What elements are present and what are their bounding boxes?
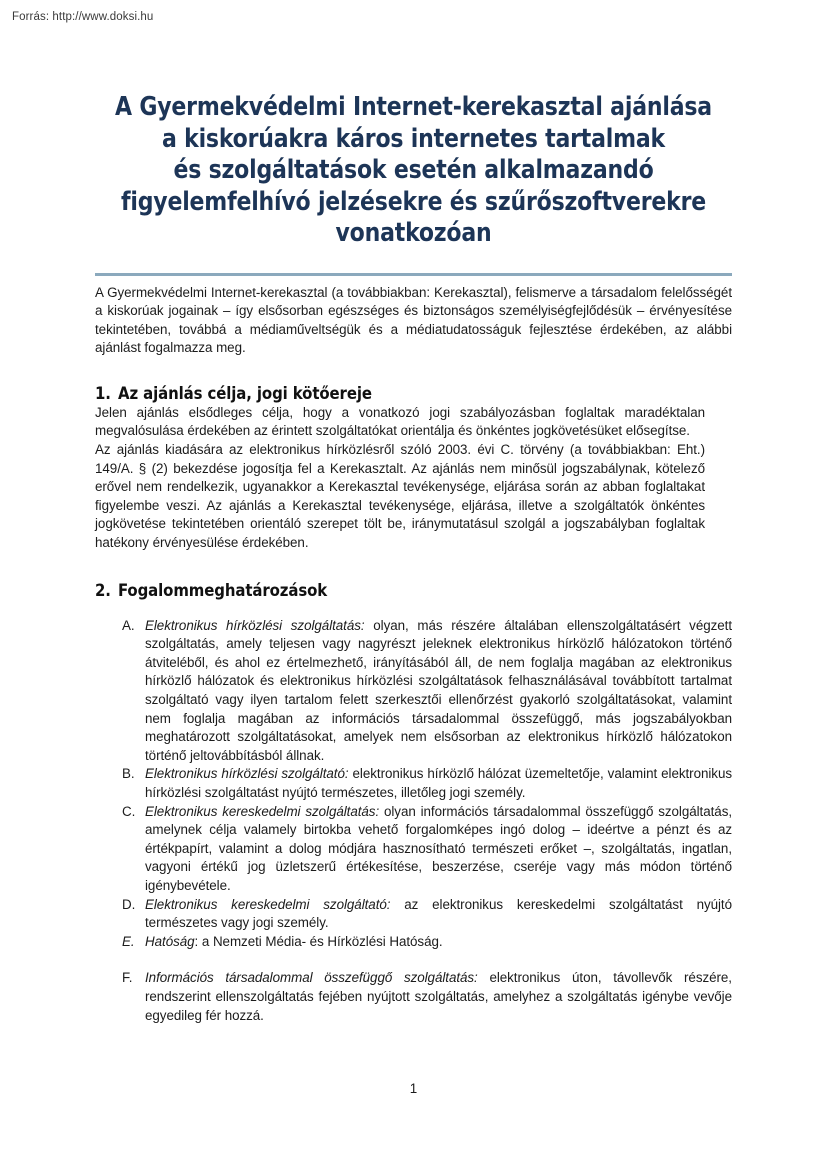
definition-marker: C. <box>122 803 136 819</box>
definition-item <box>122 933 732 952</box>
definition-marker: F. <box>122 970 133 986</box>
title-line-1: A Gyermekvédelmi Internet-kerekasztal ajánlása <box>115 92 712 122</box>
definition-item <box>122 803 732 896</box>
definition-term: Hatóság <box>145 933 195 949</box>
definition-term: Elektronikus hírközlési szolgáltató: <box>145 766 349 782</box>
definition-body <box>145 896 732 933</box>
title-line-5: vonatkozóan <box>335 218 492 248</box>
lead-paragraph: A Gyermekvédelmi Internet-kerekasztal (a továbbiakban: Kerekasztal), felismerve a társadalom felelősségét a kiskorúak jogainak – így elsősorban egészséges és biztonságos személyiségfejlődésük – érvényesítése tekintetében, továbbá a médiaműveltségük és a médiatudatosságuk fejlesztése érdekében, az alábbi ajánlást fogalmazza meg. <box>95 284 732 356</box>
section-title-1: Az ajánlás célja, jogi kötőereje <box>118 383 372 403</box>
definition-item <box>122 896 732 933</box>
section-1-paragraph-1: Jelen ajánlás elsődleges célja, hogy a vonatkozó jogi szabályozásban foglaltak maradéktalan megvalósulása érdekében az érintett szolgáltatókat orientálja és önkéntes jogkövetésüket elősegítse. <box>95 404 705 439</box>
section-heading-2 <box>95 580 732 601</box>
definition-item <box>122 617 732 766</box>
definition-item <box>122 969 732 1025</box>
definition-marker: E. <box>122 933 135 949</box>
definitions-list <box>95 617 732 1025</box>
section-number-1: 1. <box>95 383 111 403</box>
definition-term: Elektronikus kereskedelmi szolgáltató: <box>145 896 391 912</box>
definition-text: : a Nemzeti Média- és Hírközlési Hatóság. <box>194 933 443 949</box>
definition-marker: B. <box>122 766 135 782</box>
page-number: 1 <box>409 1081 418 1096</box>
section-number-2: 2. <box>95 580 111 600</box>
definition-text: elektronikus hírközlő hálózat üzemeltetője, valamint elektronikus hírközlési szolgáltatást nyújtó természetes, illetőleg jogi személy. <box>145 766 732 800</box>
definition-body <box>145 969 732 1025</box>
section-title-2: Fogalommeghatározások <box>118 580 328 600</box>
section-1-paragraph-2: Az ajánlás kiadására az elektronikus hírközlésről szóló 2003. évi C. törvény (a továbbiakban: Eht.) 149/A. § (2) bekezdése jogosítja fel a Kerekasztalt. Az ajánlás nem minősül jogszabálynak, kötelező erővel nem rendelkezik, ugyanakkor a Kerekasztal tevékenysége, eljárása során az abban foglaltakat figyelembe veszi. Az ajánlás a Kerekasztal tevékenysége, eljárása, illetve a szolgáltatók önkéntes jogkövetése tekintetében orientáló szerepet tölt be, iránymutatásul szolgál a jogszabályban foglaltak hatékony érvényesülése érdekében. <box>95 442 705 551</box>
definition-body <box>145 803 732 896</box>
section-heading-1 <box>95 383 732 404</box>
definition-item <box>122 765 732 802</box>
source-watermark: Forrás: http://www.doksi.hu <box>12 11 154 23</box>
document-content <box>95 92 732 1025</box>
title-line-3: és szolgáltatások esetén alkalmazandó <box>173 155 654 185</box>
definition-term: Elektronikus kereskedelmi szolgáltatás: <box>145 803 380 819</box>
definition-body <box>145 765 732 802</box>
definition-text: olyan, más részére általában ellenszolgáltatásért végzett szolgáltatás, amely teljesen vagy nagyrészt jeleknek elektronikus hírközlő hálózatokon történő átviteléből, és ahol ez értelmezhető, irányításából áll, de nem foglalja magában az elektronikus hírközlő hálózatok és elektronikus hírközlési szolgáltatások felhasználásával továbbított tartalmat szolgáltató vagy ilyen tartalom felett szerkesztői ellenőrzést gyakorló szolgáltatásokat, valamint nem foglalja magában az információs társadalommal összefüggő, más jogszabályokban meghatározott szolgáltatásokat, amelyek nem elsősorban az elektronikus hírközlő hálózatokon történő jeltovábbításból állnak. <box>145 617 732 763</box>
title-line-4: figyelemfelhívó jelzésekre és szűrőszoftverekre <box>120 186 707 217</box>
title-line-2: a kiskorúakra káros internetes tartalmak <box>161 123 666 154</box>
definition-text: olyan információs társadalommal összefüggő szolgáltatás, amelynek célja valamely birtokba vehető forgalomképes ingó dolog – ideértve a pénzt és az értékpapírt, valamint a dolog módjára hasznosítható természeti erőket –, szolgáltatás, ingatlan, vagyoni értékű jog üzletszerű értékesítése, beszerzése, cseréje vagy más módon történő igénybevétele. <box>145 803 733 893</box>
definition-body <box>145 617 732 766</box>
title-divider <box>95 273 732 276</box>
definition-term: Információs társadalommal összefüggő szolgáltatás: <box>145 970 478 986</box>
definition-body <box>145 933 732 952</box>
definition-marker: A. <box>122 617 135 633</box>
definition-term: Elektronikus hírközlési szolgáltatás: <box>145 617 365 633</box>
definition-text: az elektronikus kereskedelmi szolgáltatást nyújtó természetes vagy jogi személy. <box>145 896 732 931</box>
page-title <box>108 92 720 250</box>
definition-marker: D. <box>122 896 136 912</box>
definition-text: elektronikus úton, távollevők részére, rendszerint ellenszolgáltatás fejében nyújtott szolgáltatás, amelyhez a szolgáltatás igénybe vevője egyedileg fér hozzá. <box>145 970 732 1023</box>
